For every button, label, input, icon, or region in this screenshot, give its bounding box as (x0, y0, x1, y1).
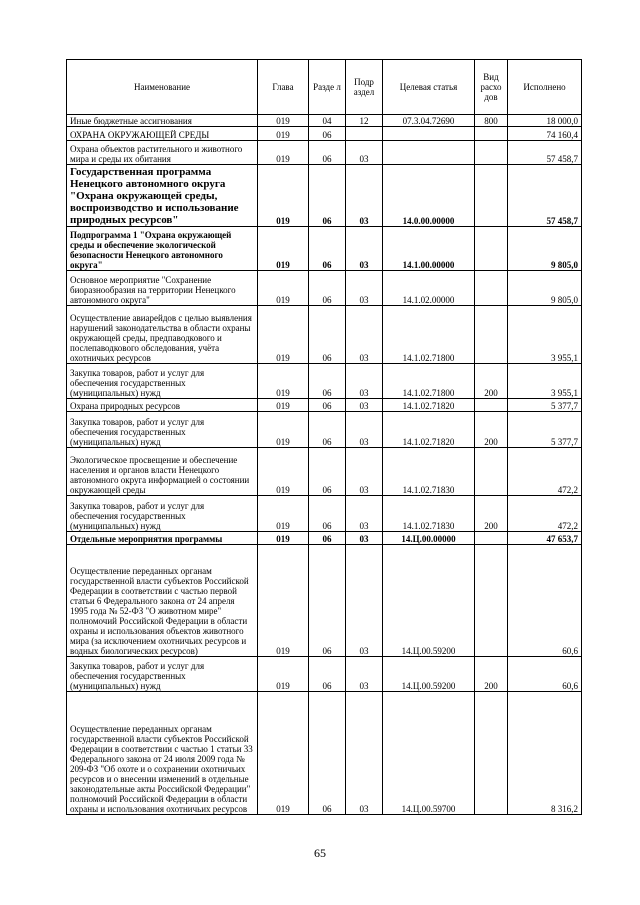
row-glava: 019 (258, 448, 309, 496)
row-razdel: 06 (309, 165, 346, 227)
table-row (67, 364, 582, 399)
row-target: 14.Ц.00.59700 (383, 692, 475, 815)
row-glava: 019 (258, 115, 309, 127)
row-done: 472,2 (508, 448, 582, 496)
row-podrazdel: 03 (346, 141, 383, 165)
row-vid (475, 399, 508, 412)
row-vid (475, 165, 508, 227)
row-name: Закупка товаров, работ и услуг для обеспечения государственных (муниципальных) нужд (67, 364, 258, 399)
row-name: Закупка товаров, работ и услуг для обеспечения государственных (муниципальных) нужд (67, 496, 258, 532)
row-done: 57 458,7 (508, 165, 582, 227)
row-name: Осуществление переданных органам государственной власти субъектов Российской Федерации в соответствии с частью первой статьи 6 Федерального закона от 24 апреля 1995 года № 52-ФЗ "О животном мире" полномочий Российской Федерации в области охраны и использования объектов животного мира (за исключением охотничьих ресурсов и водных биологических ресурсов) (67, 545, 258, 657)
row-name: Подпрограмма 1 "Охрана окружающей среды и обеспечение экологической безопасности Ненецкого автономного округа" (67, 227, 258, 271)
row-vid: 800 (475, 115, 508, 127)
row-glava: 019 (258, 271, 309, 306)
row-vid: 200 (475, 412, 508, 448)
row-name: Охрана природных ресурсов (67, 399, 258, 412)
row-glava: 019 (258, 545, 309, 657)
table-row (67, 448, 582, 496)
row-target: 14.1.02.71820 (383, 412, 475, 448)
row-podrazdel (346, 127, 383, 141)
row-vid (475, 306, 508, 364)
table-row (67, 692, 582, 815)
row-vid: 200 (475, 364, 508, 399)
row-glava: 019 (258, 306, 309, 364)
row-target: 14.1.02.71830 (383, 448, 475, 496)
row-glava: 019 (258, 141, 309, 165)
row-podrazdel: 03 (346, 545, 383, 657)
row-razdel: 06 (309, 448, 346, 496)
row-done: 18 000,0 (508, 115, 582, 127)
row-target: 14.1.00.00000 (383, 227, 475, 271)
row-razdel: 06 (309, 692, 346, 815)
row-target: 14.1.02.71830 (383, 496, 475, 532)
row-razdel: 04 (309, 115, 346, 127)
budget-table (66, 59, 582, 815)
row-name: ОХРАНА ОКРУЖАЮЩЕЙ СРЕДЫ (67, 127, 258, 141)
table-header-row (67, 60, 582, 115)
row-target: 14.1.02.71800 (383, 364, 475, 399)
row-glava: 019 (258, 165, 309, 227)
table-row (67, 412, 582, 448)
row-done: 472,2 (508, 496, 582, 532)
row-vid: 200 (475, 496, 508, 532)
row-razdel: 06 (309, 532, 346, 545)
row-vid (475, 692, 508, 815)
table-row (67, 657, 582, 692)
table-row (67, 532, 582, 545)
row-name: Осуществление переданных органам государственной власти субъектов Российской Федерации в соответствии с частью 1 статьи 33 Федерального закона от 24 июля 2009 года № 209-ФЗ "Об охоте и о сохранении охотничьих ресурсов и о внесении изменений в отдельные законодательные акты Российской Федерации" полномочий Российской Федерации в области охраны и использования охотничьих ресурсов (67, 692, 258, 815)
header-podrazdel: Подр аздел (346, 60, 383, 115)
row-vid (475, 545, 508, 657)
row-name: Охрана объектов растительного и животного мира и среды их обитания (67, 141, 258, 165)
row-vid (475, 227, 508, 271)
row-razdel: 06 (309, 141, 346, 165)
table-row (67, 496, 582, 532)
row-target: 14.Ц.00.59200 (383, 545, 475, 657)
row-name: Государственная программа Ненецкого автономного округа "Охрана окружающей среды, воспроизводство и использование природных ресурсов" (67, 165, 258, 227)
row-done: 5 377,7 (508, 399, 582, 412)
row-podrazdel: 03 (346, 306, 383, 364)
row-vid (475, 532, 508, 545)
row-name: Основное мероприятие "Сохранение биоразнообразия на территории Ненецкого автономного округа" (67, 271, 258, 306)
row-target: 14.0.00.00000 (383, 165, 475, 227)
row-razdel: 06 (309, 127, 346, 141)
row-razdel: 06 (309, 271, 346, 306)
row-vid: 200 (475, 657, 508, 692)
row-vid (475, 141, 508, 165)
row-razdel: 06 (309, 412, 346, 448)
row-podrazdel: 03 (346, 412, 383, 448)
table-row (67, 127, 582, 141)
row-glava: 019 (258, 412, 309, 448)
row-done: 74 160,4 (508, 127, 582, 141)
row-vid (475, 271, 508, 306)
row-target: 14.Ц.00.00000 (383, 532, 475, 545)
header-vid: Вид расхо дов (475, 60, 508, 115)
table-row (67, 141, 582, 165)
row-done: 3 955,1 (508, 306, 582, 364)
table-row (67, 115, 582, 127)
row-glava: 019 (258, 532, 309, 545)
row-done: 47 653,7 (508, 532, 582, 545)
row-target (383, 127, 475, 141)
table-row (67, 227, 582, 271)
table-row (67, 165, 582, 227)
page-number: 65 (314, 846, 326, 860)
row-podrazdel: 03 (346, 364, 383, 399)
row-glava: 019 (258, 364, 309, 399)
row-podrazdel: 03 (346, 692, 383, 815)
row-podrazdel: 03 (346, 657, 383, 692)
row-name: Экологическое просвещение и обеспечение населения и органов власти Ненецкого автономного округа информацией о состоянии окружающей среды (67, 448, 258, 496)
row-razdel: 06 (309, 227, 346, 271)
row-target: 14.1.02.71800 (383, 306, 475, 364)
row-name: Закупка товаров, работ и услуг для обеспечения государственных (муниципальных) нужд (67, 412, 258, 448)
table-row (67, 306, 582, 364)
row-podrazdel: 03 (346, 271, 383, 306)
row-target (383, 141, 475, 165)
row-name: Отдельные мероприятия программы (67, 532, 258, 545)
row-razdel: 06 (309, 399, 346, 412)
row-glava: 019 (258, 496, 309, 532)
row-razdel: 06 (309, 496, 346, 532)
row-podrazdel: 03 (346, 399, 383, 412)
row-podrazdel: 03 (346, 165, 383, 227)
table-row (67, 271, 582, 306)
row-razdel: 06 (309, 545, 346, 657)
header-glava: Глава (258, 60, 309, 115)
row-done: 8 316,2 (508, 692, 582, 815)
header-done: Исполнено (508, 60, 582, 115)
row-name: Осуществление авиарейдов с целью выявления нарушений законодательства в области охраны окружающей среды, предпаводкового и послепаводкового обследования, учёта охотничьих ресурсов (67, 306, 258, 364)
row-podrazdel: 03 (346, 532, 383, 545)
row-target: 14.1.02.00000 (383, 271, 475, 306)
row-razdel: 06 (309, 364, 346, 399)
row-target: 14.Ц.00.59200 (383, 657, 475, 692)
row-glava: 019 (258, 692, 309, 815)
row-glava: 019 (258, 227, 309, 271)
row-razdel: 06 (309, 306, 346, 364)
row-podrazdel: 12 (346, 115, 383, 127)
row-podrazdel: 03 (346, 448, 383, 496)
table-row (67, 399, 582, 412)
row-glava: 019 (258, 399, 309, 412)
row-done: 57 458,7 (508, 141, 582, 165)
row-glava: 019 (258, 657, 309, 692)
row-done: 3 955,1 (508, 364, 582, 399)
row-podrazdel: 03 (346, 496, 383, 532)
row-vid (475, 127, 508, 141)
row-done: 9 805,0 (508, 271, 582, 306)
row-done: 5 377,7 (508, 412, 582, 448)
header-name: Наименование (67, 60, 258, 115)
row-done: 60,6 (508, 657, 582, 692)
row-podrazdel: 03 (346, 227, 383, 271)
row-glava: 019 (258, 127, 309, 141)
header-target: Целевая статья (383, 60, 475, 115)
row-target: 07.3.04.72690 (383, 115, 475, 127)
budget-table-container (66, 59, 581, 815)
row-vid (475, 448, 508, 496)
row-razdel: 06 (309, 657, 346, 692)
row-done: 9 805,0 (508, 227, 582, 271)
row-name: Закупка товаров, работ и услуг для обеспечения государственных (муниципальных) нужд (67, 657, 258, 692)
header-razdel: Разде л (309, 60, 346, 115)
row-name: Иные бюджетные ассигнования (67, 115, 258, 127)
row-done: 60,6 (508, 545, 582, 657)
row-target: 14.1.02.71820 (383, 399, 475, 412)
table-row (67, 545, 582, 657)
